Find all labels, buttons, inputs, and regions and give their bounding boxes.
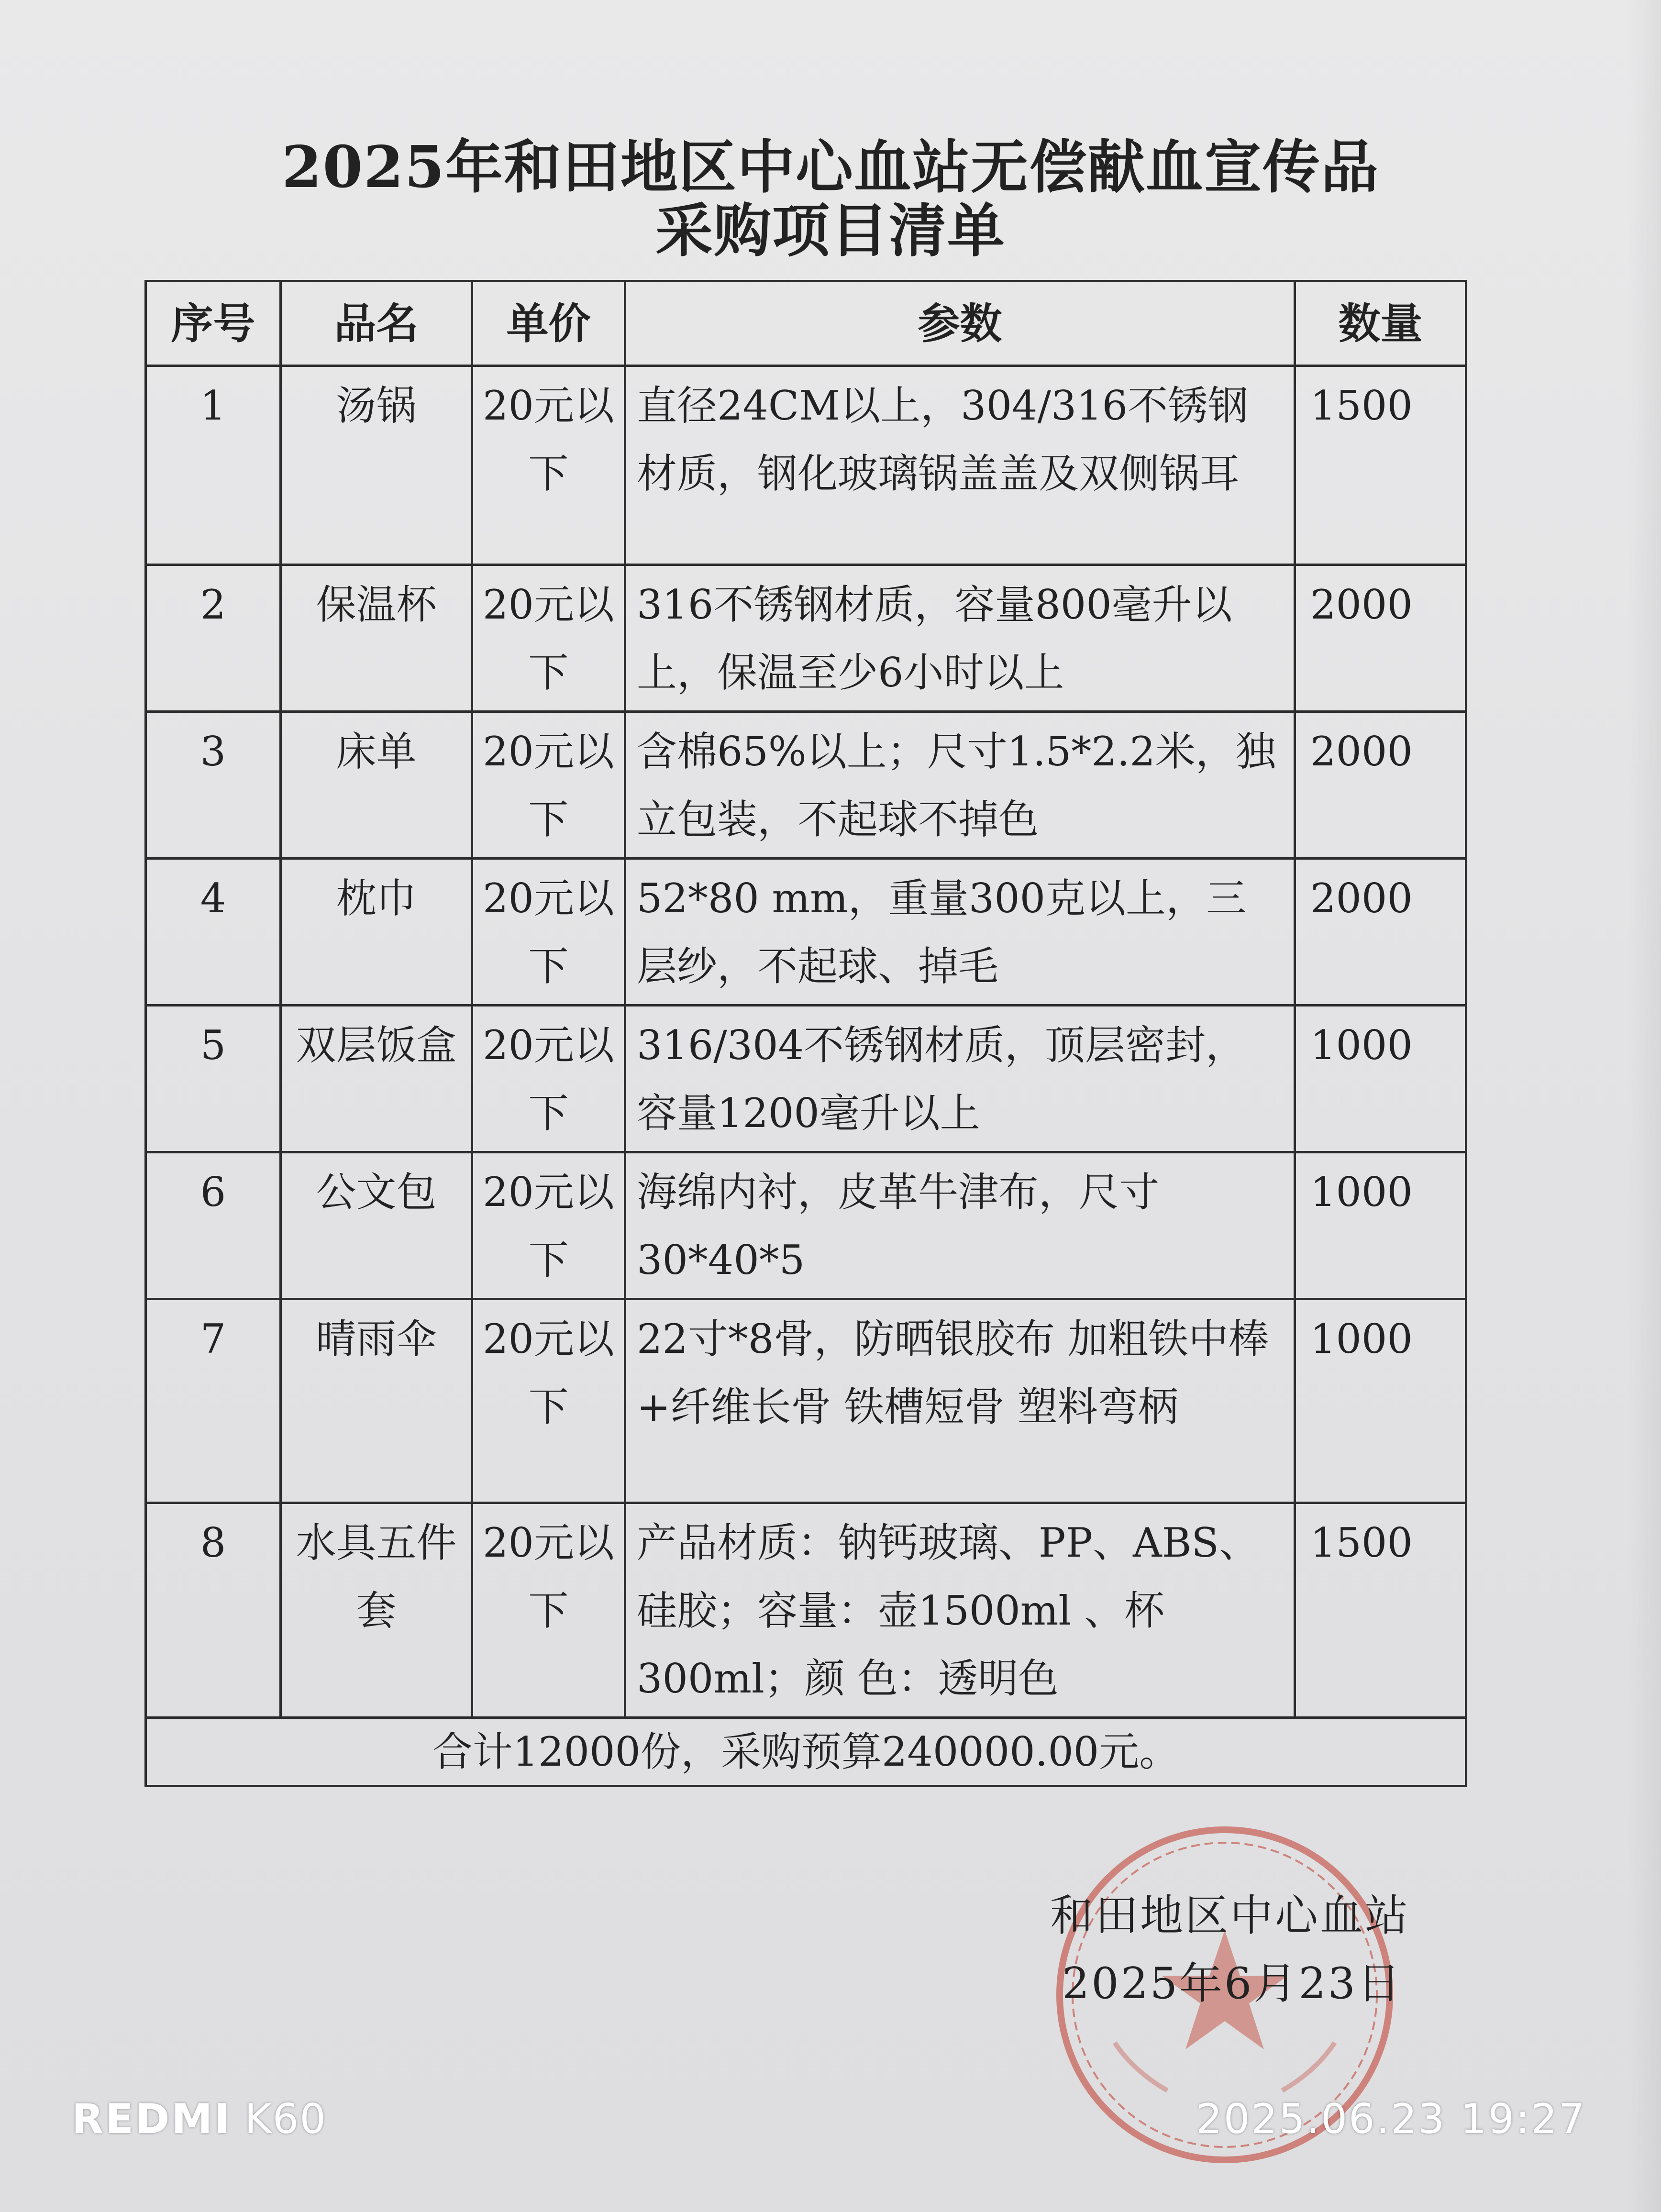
table-row: [146, 859, 1466, 1006]
row-item-name: 水具五件套: [281, 1503, 472, 1718]
header-quantity: 数量: [1295, 281, 1466, 366]
row-item-name: 床单: [281, 712, 472, 859]
row-quantity: 1000: [1295, 1006, 1466, 1152]
row-unit-price: 20元以下: [472, 712, 625, 859]
row-quantity: 1500: [1295, 366, 1466, 565]
watermark-model: K60: [244, 2095, 327, 2143]
row-index: 5: [146, 1006, 281, 1152]
total-summary: 合计12000份，采购预算240000.00元。: [146, 1718, 1466, 1786]
signature-date: 2025年6月23日: [1062, 1958, 1402, 2009]
row-parameters: 产品材质：钠钙玻璃、PP、ABS、硅胶；容量：壶1500ml 、杯300ml；颜 色：透明色: [625, 1503, 1295, 1718]
table-row: [146, 1006, 1466, 1152]
table-row: [146, 1299, 1466, 1503]
document-title-line-1: 2025年和田地区中心血站无偿献血宣传品: [282, 133, 1379, 201]
row-unit-price: 20元以下: [472, 1503, 625, 1718]
watermark-timestamp: 2025.06.23 19:27: [1196, 2095, 1586, 2143]
row-index: 2: [146, 565, 281, 712]
row-item-name: 双层饭盒: [281, 1006, 472, 1152]
row-quantity: 1500: [1295, 1503, 1466, 1718]
camera-watermark: [72, 2095, 327, 2143]
procurement-table: [144, 280, 1467, 1787]
table-row: [146, 1503, 1466, 1718]
table-total-row: [146, 1718, 1466, 1786]
row-parameters: 316/304不锈钢材质，顶层密封，容量1200毫升以上: [625, 1006, 1295, 1152]
row-unit-price: 20元以下: [472, 1006, 625, 1152]
row-index: 4: [146, 859, 281, 1006]
header-parameters: 参数: [625, 281, 1295, 366]
row-index: 6: [146, 1152, 281, 1299]
header-index: 序号: [146, 281, 281, 366]
row-quantity: 2000: [1295, 712, 1466, 859]
row-index: 7: [146, 1299, 281, 1503]
row-item-name: 保温杯: [281, 565, 472, 712]
row-unit-price: 20元以下: [472, 1152, 625, 1299]
document-title-line-2: 采购项目清单: [655, 197, 1006, 265]
row-item-name: 汤锅: [281, 366, 472, 565]
row-parameters: 22寸*8骨，防晒银胶布 加粗铁中棒+纤维长骨 铁槽短骨 塑料弯柄: [625, 1299, 1295, 1503]
row-parameters: 316不锈钢材质，容量800毫升以上，保温至少6小时以上: [625, 565, 1295, 712]
table-row: [146, 366, 1466, 565]
row-index: 1: [146, 366, 281, 565]
row-parameters: 直径24CM以上，304/316不锈钢材质，钢化玻璃锅盖盖及双侧锅耳: [625, 366, 1295, 565]
row-index: 3: [146, 712, 281, 859]
row-item-name: 公文包: [281, 1152, 472, 1299]
table-header-row: [146, 281, 1466, 366]
row-quantity: 1000: [1295, 1299, 1466, 1503]
table-row: [146, 565, 1466, 712]
row-item-name: 晴雨伞: [281, 1299, 472, 1503]
row-unit-price: 20元以下: [472, 366, 625, 565]
signature-organization: 和田地区中心血站: [1050, 1891, 1410, 1941]
row-quantity: 2000: [1295, 859, 1466, 1006]
row-unit-price: 20元以下: [472, 565, 625, 712]
header-unit-price: 单价: [472, 281, 625, 366]
row-unit-price: 20元以下: [472, 1299, 625, 1503]
row-quantity: 1000: [1295, 1152, 1466, 1299]
row-parameters: 海绵内衬，皮革牛津布，尺寸30*40*5: [625, 1152, 1295, 1299]
row-parameters: 含棉65%以上；尺寸1.5*2.2米，独立包装，不起球不掉色: [625, 712, 1295, 859]
row-parameters: 52*80 mm，重量300克以上，三层纱，不起球、掉毛: [625, 859, 1295, 1006]
table-row: [146, 1152, 1466, 1299]
row-index: 8: [146, 1503, 281, 1718]
table-row: [146, 712, 1466, 859]
row-unit-price: 20元以下: [472, 859, 625, 1006]
paper-edge-shadow: [1628, 0, 1661, 2212]
row-quantity: 2000: [1295, 565, 1466, 712]
row-item-name: 枕巾: [281, 859, 472, 1006]
header-item-name: 品名: [281, 281, 472, 366]
watermark-brand: REDMI: [72, 2095, 232, 2143]
